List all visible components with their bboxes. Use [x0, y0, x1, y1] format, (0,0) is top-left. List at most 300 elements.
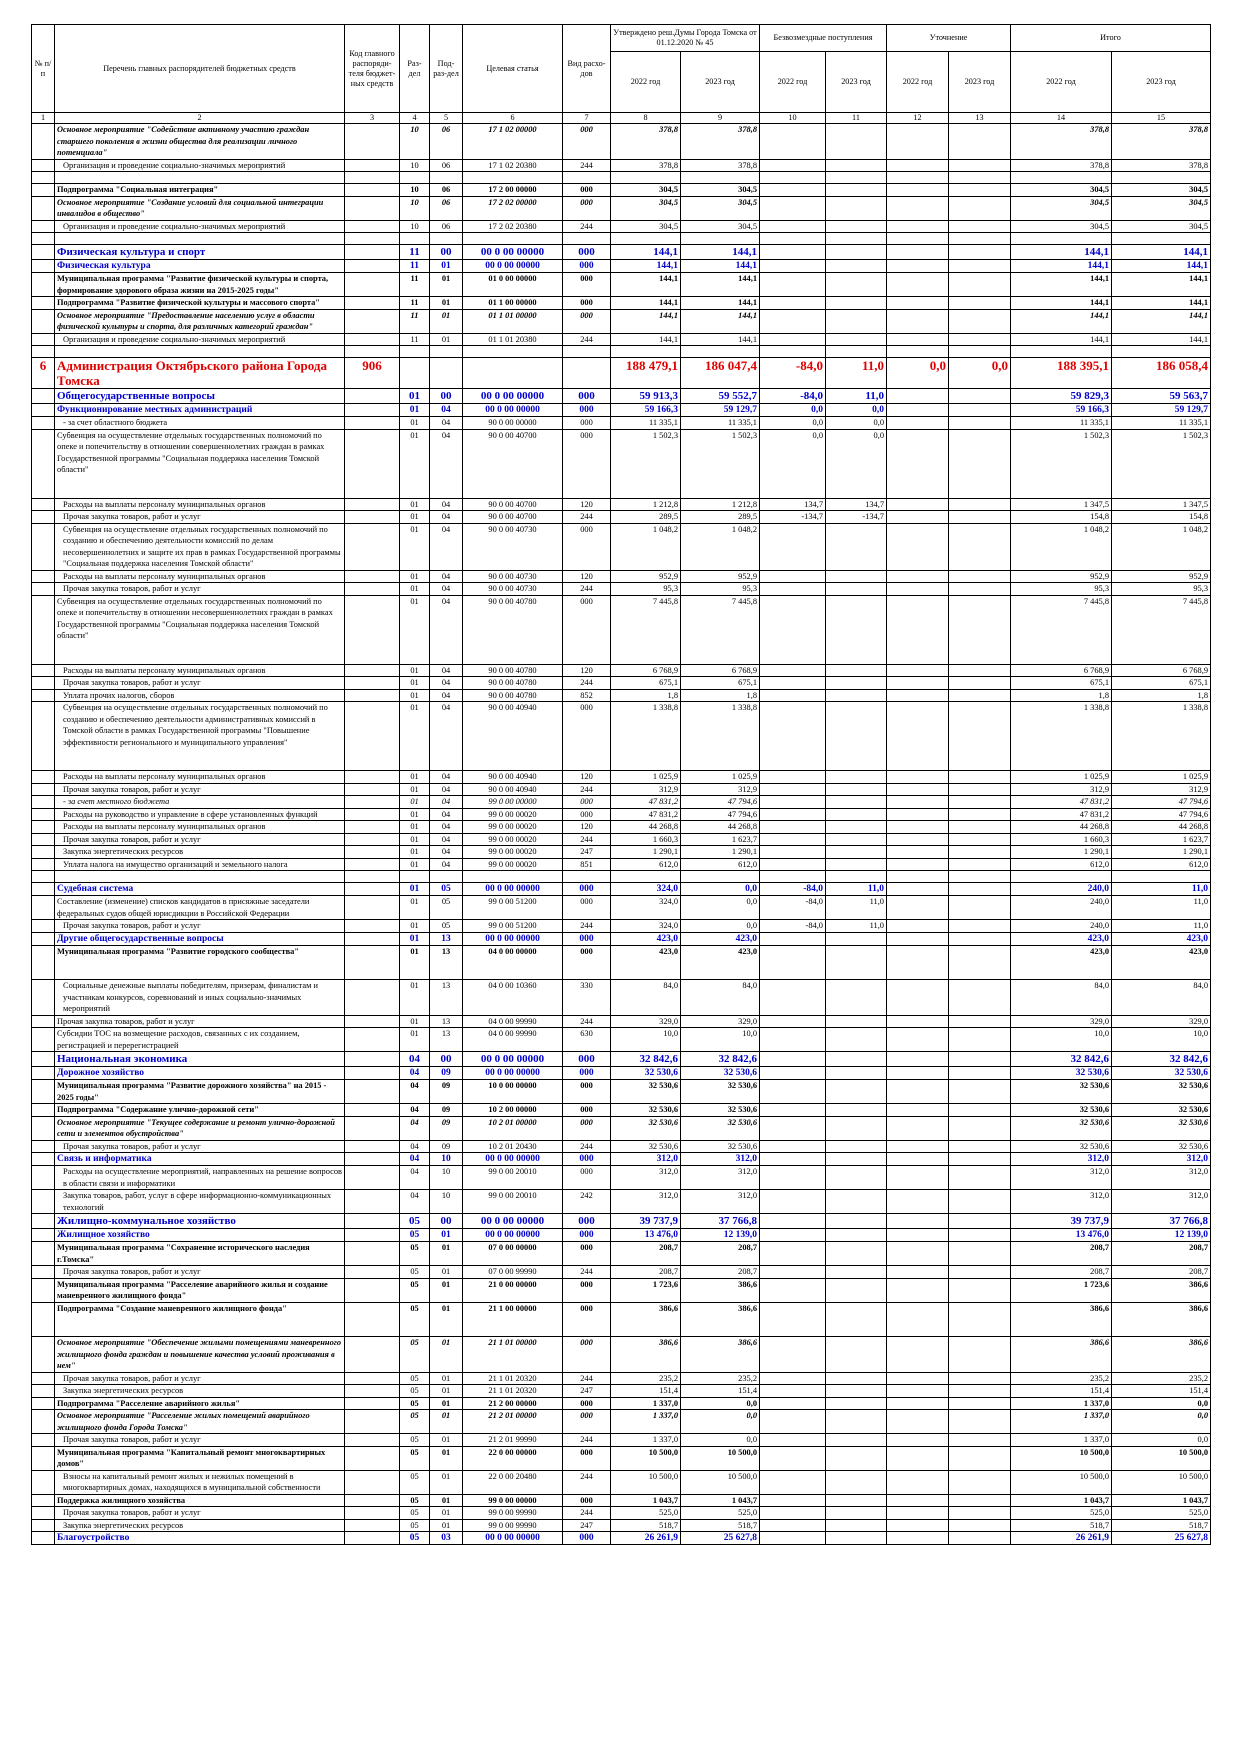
row-podrazdel: 04	[430, 417, 463, 430]
row-free-2023	[826, 273, 887, 297]
table-row	[32, 511, 1211, 524]
row-free-2023	[826, 1166, 887, 1190]
row-clarify-2022	[887, 1434, 949, 1447]
row-number	[32, 1385, 55, 1398]
row-vid: 000	[563, 297, 611, 310]
row-razdel: 01	[400, 980, 430, 1016]
row-clarify-2023	[949, 808, 1011, 821]
header-podrazdel: Под-раз-дел	[430, 25, 463, 113]
row-approved-2023: 144,1	[681, 309, 760, 333]
row-clarify-2022	[887, 1470, 949, 1494]
row-free-2023	[826, 260, 887, 273]
row-free-2022	[760, 124, 826, 160]
row-free-2022	[760, 1229, 826, 1242]
row-name: - за счет местного бюджета	[55, 796, 345, 809]
row-free-2022: 0,0	[760, 429, 826, 498]
row-vid: 000	[563, 309, 611, 333]
row-free-2022	[760, 771, 826, 784]
header-year: 2023 год	[1112, 52, 1211, 113]
row-podrazdel: 09	[430, 1116, 463, 1140]
row-free-2023	[826, 783, 887, 796]
row-name: Закупка энергетических ресурсов	[55, 1519, 345, 1532]
row-podrazdel: 13	[430, 980, 463, 1016]
row-clarify-2023	[949, 1434, 1011, 1447]
row-vid: 120	[563, 771, 611, 784]
row-podrazdel: 06	[430, 124, 463, 160]
row-code	[345, 1494, 400, 1507]
row-free-2023: 11,0	[826, 883, 887, 896]
row-razdel: 01	[400, 858, 430, 871]
row-target: 04 0 00 99990	[463, 1028, 563, 1052]
row-total-2023: 423,0	[1112, 945, 1211, 980]
row-clarify-2022	[887, 1337, 949, 1373]
row-approved-2022: 304,5	[611, 220, 681, 233]
row-podrazdel: 01	[430, 260, 463, 273]
row-total-2023: 144,1	[1112, 273, 1211, 297]
table-header	[32, 25, 1211, 124]
row-free-2023	[826, 233, 887, 245]
row-free-2023	[826, 1153, 887, 1166]
row-approved-2023: 59 552,7	[681, 389, 760, 404]
row-free-2022	[760, 260, 826, 273]
table-row	[32, 1337, 1211, 1373]
row-name: Физическая культура и спорт	[55, 245, 345, 260]
row-approved-2023: 386,6	[681, 1337, 760, 1373]
row-approved-2023: 0,0	[681, 1410, 760, 1434]
header-no: № п/п	[32, 25, 55, 113]
row-clarify-2023	[949, 796, 1011, 809]
row-code	[345, 896, 400, 920]
row-free-2023	[826, 1337, 887, 1373]
row-approved-2023: 59 129,7	[681, 404, 760, 417]
row-free-2023	[826, 1302, 887, 1337]
row-total-2023: 423,0	[1112, 932, 1211, 945]
row-code	[345, 1153, 400, 1166]
row-free-2022	[760, 273, 826, 297]
row-name: Субсидии ТОС на возмещение расходов, связанных с их созданием, регистрацией и перерегистрацией	[55, 1028, 345, 1052]
row-vid: 247	[563, 1385, 611, 1398]
row-code	[345, 404, 400, 417]
row-total-2023: 144,1	[1112, 297, 1211, 310]
row-free-2022	[760, 1190, 826, 1214]
row-free-2022	[760, 1028, 826, 1052]
row-free-2022	[760, 220, 826, 233]
header-code: Код главного распоряди-теля бюджет-ных средств	[345, 25, 400, 113]
row-total-2022: 1 347,5	[1011, 498, 1112, 511]
row-target: 90 0 00 40780	[463, 664, 563, 677]
row-target: 00 0 00 00000	[463, 1532, 563, 1545]
row-code	[345, 570, 400, 583]
row-razdel: 01	[400, 689, 430, 702]
row-podrazdel: 04	[430, 677, 463, 690]
row-number	[32, 846, 55, 859]
row-free-2022	[760, 595, 826, 664]
row-vid: 242	[563, 1190, 611, 1214]
row-razdel: 05	[400, 1302, 430, 1337]
row-approved-2022: 304,5	[611, 196, 681, 220]
row-clarify-2022	[887, 333, 949, 346]
row-code	[345, 771, 400, 784]
row-target: 21 1 00 00000	[463, 1302, 563, 1337]
row-total-2022: 235,2	[1011, 1372, 1112, 1385]
row-free-2022	[760, 783, 826, 796]
row-clarify-2022	[887, 796, 949, 809]
row-total-2023: 47 794,6	[1112, 796, 1211, 809]
row-clarify-2023	[949, 429, 1011, 498]
row-free-2023	[826, 1116, 887, 1140]
row-clarify-2023	[949, 896, 1011, 920]
row-free-2023	[826, 858, 887, 871]
row-name: Расходы на выплаты персоналу муниципальных органов	[55, 821, 345, 834]
row-clarify-2023	[949, 498, 1011, 511]
row-razdel	[400, 358, 430, 389]
row-number	[32, 1532, 55, 1545]
row-total-2022: 1 337,0	[1011, 1410, 1112, 1434]
header-year: 2022 год	[1011, 52, 1112, 113]
row-approved-2023: 25 627,8	[681, 1532, 760, 1545]
table-row	[32, 920, 1211, 933]
row-free-2022	[760, 1153, 826, 1166]
row-free-2023	[826, 1067, 887, 1080]
table-row	[32, 677, 1211, 690]
row-code	[345, 417, 400, 430]
row-podrazdel: 04	[430, 404, 463, 417]
row-approved-2022: 1 212,8	[611, 498, 681, 511]
row-code	[345, 1067, 400, 1080]
row-free-2023	[826, 309, 887, 333]
row-clarify-2023	[949, 1140, 1011, 1153]
row-approved-2022: 525,0	[611, 1507, 681, 1520]
row-number	[32, 1214, 55, 1229]
row-free-2023	[826, 1470, 887, 1494]
row-total-2023: 612,0	[1112, 858, 1211, 871]
row-approved-2023: 144,1	[681, 260, 760, 273]
row-number	[32, 429, 55, 498]
row-razdel: 11	[400, 273, 430, 297]
row-approved-2023: 1 338,8	[681, 702, 760, 771]
row-number	[32, 1470, 55, 1494]
table-row	[32, 1166, 1211, 1190]
row-razdel: 10	[400, 124, 430, 160]
row-free-2023	[826, 1015, 887, 1028]
table-row	[32, 1278, 1211, 1302]
row-clarify-2023	[949, 389, 1011, 404]
row-total-2023: 952,9	[1112, 570, 1211, 583]
row-number	[32, 1337, 55, 1373]
row-free-2022	[760, 233, 826, 245]
row-number	[32, 1242, 55, 1266]
row-clarify-2023	[949, 1052, 1011, 1067]
table-row	[32, 1080, 1211, 1104]
row-target: 99 0 00 99990	[463, 1519, 563, 1532]
row-free-2022	[760, 1278, 826, 1302]
row-free-2023: 11,0	[826, 389, 887, 404]
table-row	[32, 771, 1211, 784]
row-free-2022	[760, 1302, 826, 1337]
row-clarify-2023	[949, 920, 1011, 933]
row-razdel: 11	[400, 309, 430, 333]
row-razdel: 01	[400, 389, 430, 404]
row-total-2022: 32 530,6	[1011, 1116, 1112, 1140]
row-clarify-2023	[949, 404, 1011, 417]
row-name: Субвенция на осуществление отдельных государственных полномочий по опеке и попечительству в отношении совершеннолетних граждан в рамках Государственной программы "Социальная поддержка населения Томской области"	[55, 429, 345, 498]
row-approved-2022: 144,1	[611, 245, 681, 260]
row-total-2023: 25 627,8	[1112, 1532, 1211, 1545]
row-free-2023	[826, 1104, 887, 1117]
row-free-2022	[760, 159, 826, 172]
row-target: 10 2 00 00000	[463, 1104, 563, 1117]
table-row	[32, 498, 1211, 511]
row-razdel: 05	[400, 1532, 430, 1545]
row-clarify-2022	[887, 1116, 949, 1140]
row-clarify-2022	[887, 172, 949, 184]
row-clarify-2022	[887, 1372, 949, 1385]
row-clarify-2022	[887, 417, 949, 430]
row-free-2022	[760, 945, 826, 980]
row-clarify-2023	[949, 273, 1011, 297]
row-target: 17 1 02 00000	[463, 124, 563, 160]
row-clarify-2022	[887, 1153, 949, 1166]
row-razdel: 05	[400, 1397, 430, 1410]
row-vid	[563, 172, 611, 184]
row-free-2023	[826, 570, 887, 583]
row-total-2023: 235,2	[1112, 1372, 1211, 1385]
row-approved-2023: 1 212,8	[681, 498, 760, 511]
row-podrazdel: 04	[430, 664, 463, 677]
row-free-2023	[826, 1028, 887, 1052]
row-total-2023	[1112, 346, 1211, 358]
row-code	[345, 583, 400, 596]
row-approved-2023: 1,8	[681, 689, 760, 702]
row-free-2022	[760, 677, 826, 690]
column-number: 1	[32, 113, 55, 124]
row-total-2023: 84,0	[1112, 980, 1211, 1016]
row-clarify-2023	[949, 220, 1011, 233]
row-approved-2022: 378,8	[611, 124, 681, 160]
row-approved-2022: 324,0	[611, 883, 681, 896]
table-row	[32, 1302, 1211, 1337]
table-row	[32, 1446, 1211, 1470]
row-number	[32, 184, 55, 197]
row-vid: 630	[563, 1028, 611, 1052]
row-razdel: 11	[400, 245, 430, 260]
row-total-2022: 10 500,0	[1011, 1446, 1112, 1470]
row-razdel: 01	[400, 846, 430, 859]
row-free-2022	[760, 1446, 826, 1470]
row-approved-2023: 37 766,8	[681, 1214, 760, 1229]
row-clarify-2022	[887, 273, 949, 297]
row-total-2022: 312,0	[1011, 1153, 1112, 1166]
row-podrazdel: 01	[430, 1434, 463, 1447]
row-target: 90 0 00 40940	[463, 783, 563, 796]
row-code	[345, 1532, 400, 1545]
row-approved-2023: 289,5	[681, 511, 760, 524]
row-clarify-2023	[949, 783, 1011, 796]
row-name: Другие общегосударственные вопросы	[55, 932, 345, 945]
row-total-2023: 32 530,6	[1112, 1104, 1211, 1117]
row-free-2022	[760, 1266, 826, 1279]
row-clarify-2023	[949, 1015, 1011, 1028]
row-free-2022	[760, 1385, 826, 1398]
row-razdel: 01	[400, 1028, 430, 1052]
row-approved-2023: 1 623,7	[681, 833, 760, 846]
row-approved-2022: 952,9	[611, 570, 681, 583]
row-target: 00 0 00 00000	[463, 245, 563, 260]
row-razdel: 11	[400, 333, 430, 346]
row-name: Прочая закупка товаров, работ и услуг	[55, 1015, 345, 1028]
row-free-2023	[826, 1229, 887, 1242]
row-clarify-2023	[949, 1519, 1011, 1532]
row-approved-2022: 59 166,3	[611, 404, 681, 417]
row-total-2022: 1,8	[1011, 689, 1112, 702]
table-row	[32, 846, 1211, 859]
row-podrazdel: 04	[430, 846, 463, 859]
row-name: Расходы на выплаты персоналу муниципальных органов	[55, 570, 345, 583]
row-free-2023: -134,7	[826, 511, 887, 524]
row-total-2022: 32 530,6	[1011, 1140, 1112, 1153]
header-total: Итого	[1011, 25, 1211, 52]
row-free-2023	[826, 346, 887, 358]
row-number	[32, 677, 55, 690]
row-vid	[563, 871, 611, 883]
row-target: 99 0 00 99990	[463, 1507, 563, 1520]
row-name: - за счет областного бюджета	[55, 417, 345, 430]
row-free-2022	[760, 871, 826, 883]
table-row	[32, 871, 1211, 883]
row-podrazdel: 01	[430, 1266, 463, 1279]
column-number: 5	[430, 113, 463, 124]
row-clarify-2023	[949, 664, 1011, 677]
row-vid: 000	[563, 1080, 611, 1104]
row-name: Взносы на капитальный ремонт жилых и нежилых помещений в многоквартирных домах, находящихся в муниципальной собственности	[55, 1470, 345, 1494]
row-target: 90 0 00 40700	[463, 511, 563, 524]
column-number: 7	[563, 113, 611, 124]
row-target: 99 0 00 00020	[463, 821, 563, 834]
row-approved-2022: 312,0	[611, 1190, 681, 1214]
row-podrazdel	[430, 358, 463, 389]
row-free-2023: 134,7	[826, 498, 887, 511]
table-row	[32, 1214, 1211, 1229]
row-approved-2023: 47 794,6	[681, 808, 760, 821]
row-free-2023	[826, 297, 887, 310]
row-approved-2023: 525,0	[681, 1507, 760, 1520]
row-target: 90 0 00 00000	[463, 417, 563, 430]
row-target: 21 1 01 00000	[463, 1337, 563, 1373]
row-razdel: 01	[400, 677, 430, 690]
row-code	[345, 883, 400, 896]
row-razdel: 01	[400, 833, 430, 846]
row-approved-2022: 324,0	[611, 896, 681, 920]
row-total-2023	[1112, 172, 1211, 184]
row-podrazdel: 00	[430, 245, 463, 260]
column-number: 13	[949, 113, 1011, 124]
row-free-2023	[826, 689, 887, 702]
row-free-2023	[826, 664, 887, 677]
row-clarify-2023	[949, 1337, 1011, 1373]
column-number: 15	[1112, 113, 1211, 124]
row-total-2023: 154,8	[1112, 511, 1211, 524]
row-vid: 000	[563, 417, 611, 430]
row-name: Основное мероприятие "Расселение жилых помещений аварийного жилищного фонда Города Томска"	[55, 1410, 345, 1434]
table-row	[32, 1410, 1211, 1434]
table-row	[32, 309, 1211, 333]
row-code	[345, 945, 400, 980]
row-target: 21 2 00 00000	[463, 1397, 563, 1410]
row-number	[32, 196, 55, 220]
row-name: Расходы на осуществление мероприятий, направленных на решение вопросов в области связи и информатики	[55, 1166, 345, 1190]
row-free-2022	[760, 1116, 826, 1140]
row-podrazdel: 04	[430, 796, 463, 809]
row-number	[32, 821, 55, 834]
table-row	[32, 932, 1211, 945]
row-name	[55, 346, 345, 358]
row-total-2023: 32 530,6	[1112, 1140, 1211, 1153]
row-vid	[563, 358, 611, 389]
row-vid: 120	[563, 664, 611, 677]
row-clarify-2023	[949, 871, 1011, 883]
row-free-2023	[826, 1532, 887, 1545]
column-number: 3	[345, 113, 400, 124]
row-approved-2022: 235,2	[611, 1372, 681, 1385]
row-clarify-2022	[887, 702, 949, 771]
row-podrazdel: 13	[430, 1028, 463, 1052]
row-number	[32, 233, 55, 245]
row-target: 10 2 01 20430	[463, 1140, 563, 1153]
row-name: Основное мероприятие "Содействие активному участию граждан старшего поколения в жизни общества для реализации личного потенциала"	[55, 124, 345, 160]
row-target: 99 0 00 20010	[463, 1166, 563, 1190]
row-name: Муниципальная программа "Капитальный ремонт многоквартирных домов"	[55, 1446, 345, 1470]
row-clarify-2023	[949, 1153, 1011, 1166]
row-vid: 244	[563, 159, 611, 172]
row-total-2022: 188 395,1	[1011, 358, 1112, 389]
row-podrazdel: 01	[430, 1385, 463, 1398]
row-total-2022: 13 476,0	[1011, 1229, 1112, 1242]
row-approved-2023: 32 530,6	[681, 1080, 760, 1104]
table-row	[32, 1028, 1211, 1052]
row-free-2022	[760, 1166, 826, 1190]
row-name	[55, 233, 345, 245]
row-podrazdel: 04	[430, 429, 463, 498]
row-approved-2022: 84,0	[611, 980, 681, 1016]
row-approved-2022: 151,4	[611, 1385, 681, 1398]
row-podrazdel: 01	[430, 1242, 463, 1266]
row-clarify-2023	[949, 821, 1011, 834]
row-razdel: 01	[400, 771, 430, 784]
row-approved-2022: 304,5	[611, 184, 681, 197]
row-clarify-2022	[887, 184, 949, 197]
row-razdel	[400, 871, 430, 883]
row-vid: 000	[563, 389, 611, 404]
row-vid	[563, 233, 611, 245]
column-number: 14	[1011, 113, 1112, 124]
column-number: 8	[611, 113, 681, 124]
row-vid: 000	[563, 1242, 611, 1266]
row-code	[345, 689, 400, 702]
row-free-2022	[760, 172, 826, 184]
row-clarify-2022	[887, 1140, 949, 1153]
row-total-2023: 32 530,6	[1112, 1080, 1211, 1104]
row-total-2022	[1011, 172, 1112, 184]
row-clarify-2023	[949, 1302, 1011, 1337]
row-approved-2023: 144,1	[681, 245, 760, 260]
column-number: 11	[826, 113, 887, 124]
row-clarify-2022	[887, 233, 949, 245]
row-approved-2022: 312,0	[611, 1153, 681, 1166]
row-code	[345, 1446, 400, 1470]
table-row	[32, 1229, 1211, 1242]
row-total-2023: 11,0	[1112, 883, 1211, 896]
row-podrazdel: 04	[430, 858, 463, 871]
